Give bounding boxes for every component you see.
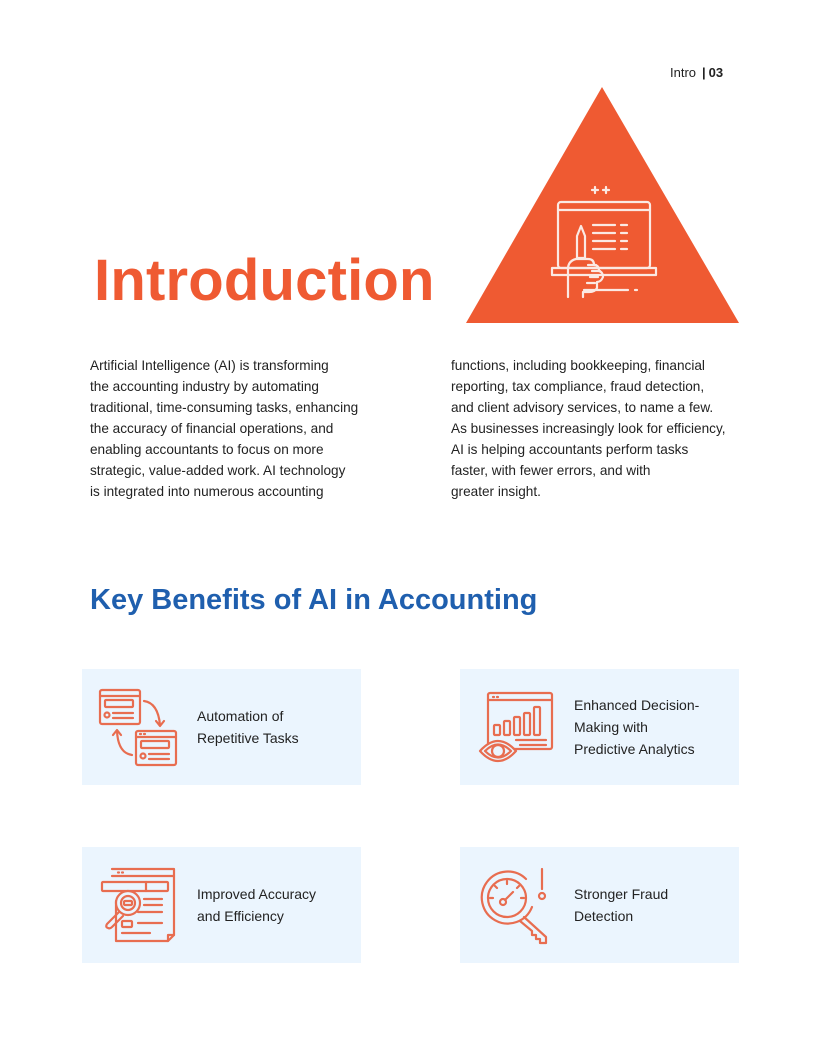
benefit-card-automation [82, 669, 361, 785]
intro-column-left [90, 355, 390, 502]
intro-line: traditional, time-consuming tasks, enhancing [90, 400, 359, 415]
intro-line: faster, with fewer errors, and with [451, 463, 651, 478]
intro-line: functions, including bookkeeping, financial [451, 358, 705, 373]
analytics-eye-icon [476, 687, 556, 767]
section-name: Intro [670, 65, 697, 80]
automation-cycle-icon [98, 687, 178, 767]
page-title: Introduction [94, 248, 435, 313]
benefit-label-line: Stronger Fraud [574, 886, 669, 902]
benefit-card-decision-making [460, 669, 739, 785]
intro-line: greater insight. [451, 484, 541, 499]
separator: | [702, 65, 706, 80]
benefit-card-accuracy [82, 847, 361, 963]
intro-line: the accuracy of financial operations, and [90, 421, 334, 436]
intro-line: is integrated into numerous accounting [90, 484, 324, 499]
benefit-label-line: and Efficiency [197, 908, 284, 924]
benefit-label-line: Making with [574, 719, 648, 735]
benefit-label-line: Predictive Analytics [574, 741, 695, 757]
benefit-label [197, 883, 316, 927]
benefits-heading: Key Benefits of AI in Accounting [90, 584, 538, 616]
benefit-card-fraud-detection [460, 847, 739, 963]
benefit-label-line: Improved Accuracy [197, 886, 317, 902]
intro-line: and client advisory services, to name a few. [451, 400, 714, 415]
page-label [670, 65, 723, 80]
fraud-gauge-key-icon [476, 865, 556, 945]
benefit-label-line: Automation of [197, 708, 284, 724]
benefit-label [197, 705, 299, 749]
document-magnifier-icon [98, 865, 178, 945]
intro-line: As businesses increasingly look for efficiency, [451, 421, 726, 436]
benefit-label-line: Detection [574, 908, 634, 924]
intro-line: enabling accountants to focus on more [90, 442, 324, 457]
intro-line: Artificial Intelligence (AI) is transforming [90, 358, 329, 373]
benefit-label [574, 883, 668, 927]
intro-column-right [451, 355, 751, 502]
page-number: 03 [708, 65, 724, 80]
intro-line: strategic, value-added work. AI technology [90, 463, 346, 478]
intro-line: reporting, tax compliance, fraud detection, [451, 379, 705, 394]
hero-triangle-graphic [464, 85, 742, 327]
benefit-label [574, 694, 699, 760]
benefit-label-line: Repetitive Tasks [197, 730, 299, 746]
intro-line: the accounting industry by automating [90, 379, 319, 394]
intro-line: AI is helping accountants perform tasks [451, 442, 689, 457]
benefit-label-line: Enhanced Decision- [574, 697, 700, 713]
